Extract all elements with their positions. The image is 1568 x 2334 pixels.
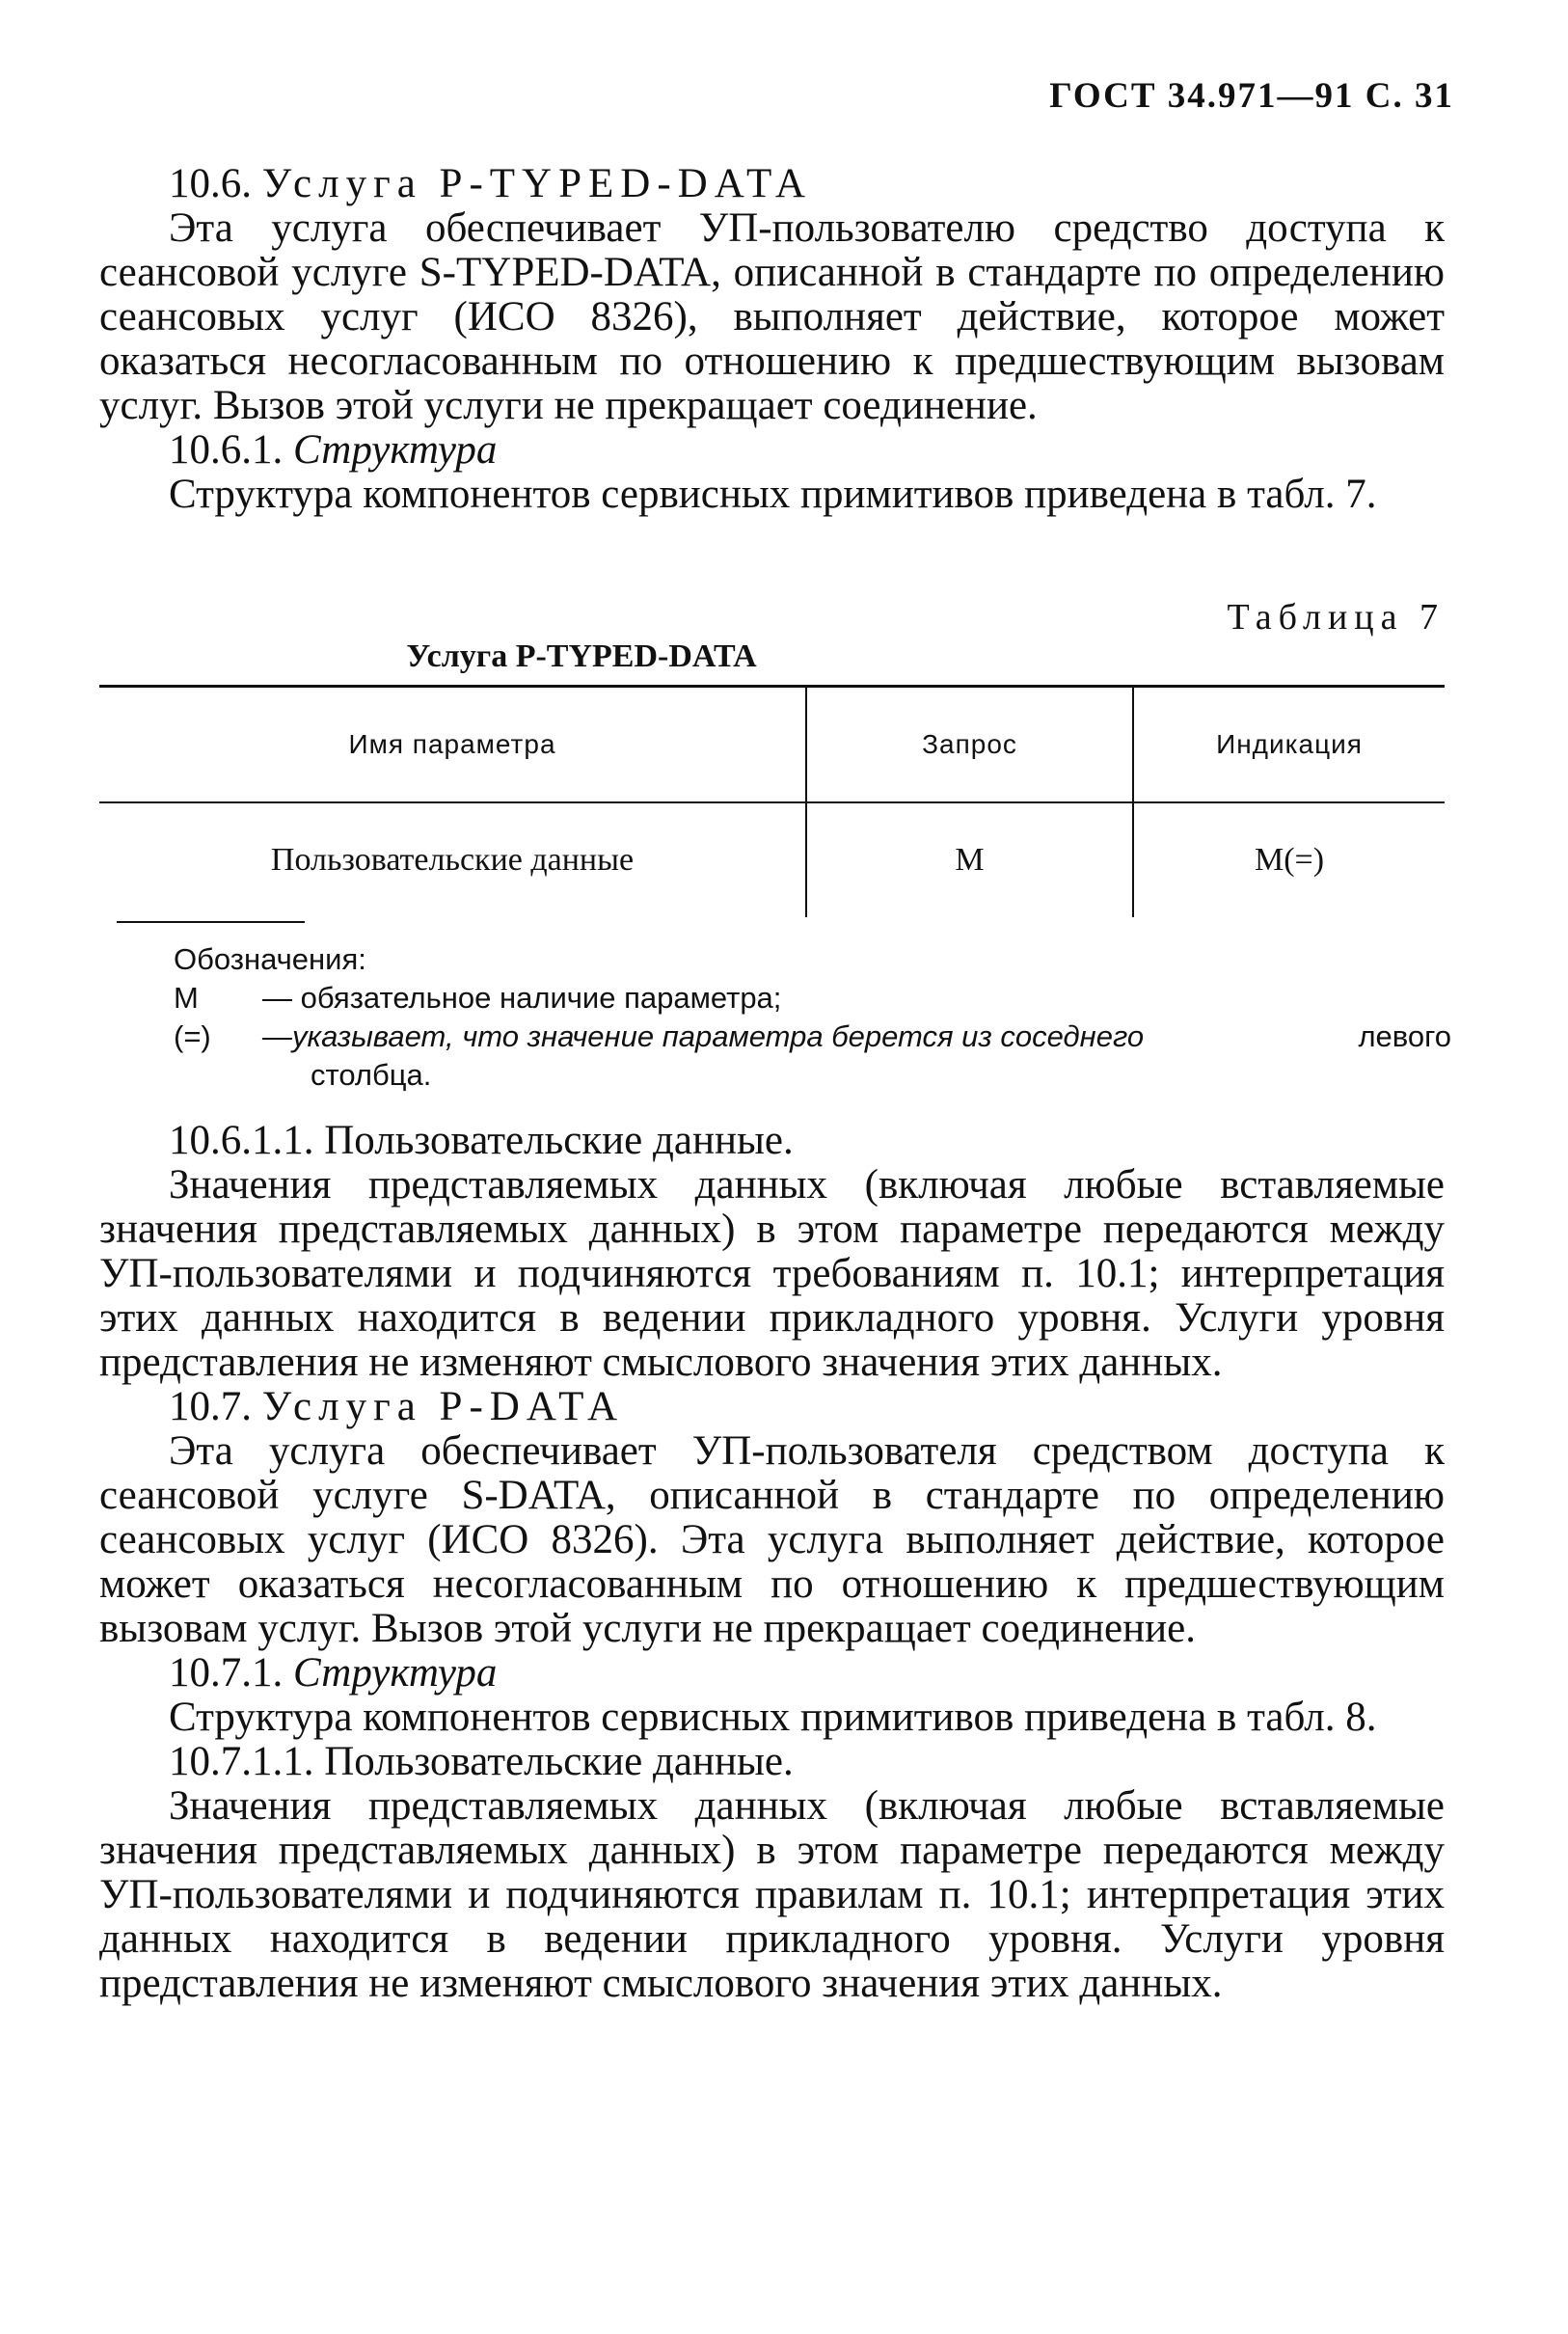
table-7 [99, 685, 1445, 917]
paragraph: Значения представляемых данных (включая любые вставляемые значения представляемых данных) в этом параметре передаются между УП-пользователями и подчиняются правилам п. 10.1; интерпретация этих данных находится в ведении прикладного уровня. Услуги уровня представления не изменяют смыслового значения этих данных. [99, 1783, 1445, 2006]
subsection-heading-10-6-1 [99, 428, 1445, 473]
note-text: —указывает, что значение параметра берется из соседнего [262, 1019, 1145, 1053]
subsection-heading-10-6-1-1: 10.6.1.1. Пользовательские данные. [169, 1118, 794, 1163]
subsection-title: Структура [293, 1650, 498, 1696]
paragraph: Структура компонентов сервисных примитивов приведена в табл. 7. [169, 472, 1377, 517]
column-header-indication: Индикация [1133, 687, 1445, 803]
table-header-row [99, 687, 1445, 803]
section-10-6 [99, 162, 1445, 517]
subsection-number: 10.7.1. [169, 1650, 284, 1696]
parameter-table [99, 685, 1445, 917]
table-notes [174, 940, 1451, 1095]
section-title: Услуга P-DATA [261, 1384, 624, 1429]
subsection-title: Структура [293, 427, 498, 473]
footnote-divider [117, 921, 305, 923]
section-heading-10-7 [99, 1385, 1445, 1429]
note-item [174, 979, 1451, 1018]
note-text: — обязательное наличие параметра; [262, 981, 782, 1015]
column-header-request: Запрос [806, 687, 1133, 803]
running-head: ГОСТ 34.971—91 С. 31 [1049, 76, 1454, 116]
note-item [174, 1018, 1451, 1056]
note-text-tail: левого [1358, 1019, 1451, 1053]
section-number: 10.6. [169, 161, 252, 206]
paragraph: Эта услуга обеспечивает УП-пользователю средство доступа к сеансовой услуге S-TYPED-DATA, описанной в стандарте по определению сеансовых услуг (ИСО 8326), выполняет действие, которое может оказаться несогласованным по отношению к предшествующим вызовам услуг. Вызов этой услуги не прекращает соединение. [99, 205, 1445, 428]
notes-heading: Обозначения: [174, 942, 366, 976]
subsection-heading-10-7-1 [99, 1651, 1445, 1696]
section-heading-10-6 [99, 162, 1445, 206]
column-header-parameter: Имя параметра [348, 729, 556, 759]
note-symbol: (=) [174, 1019, 211, 1053]
table-title: Услуга P-TYPED-DATA [406, 638, 757, 674]
table-cell: Пользовательские данные [270, 842, 635, 878]
table-caption: Таблица 7 [1227, 597, 1445, 638]
paragraph: Структура компонентов сервисных примитивов приведена в табл. 8. [169, 1695, 1377, 1740]
paragraph: Значения представляемых данных (включая любые вставляемые значения представляемых данных) в этом параметре передаются между УП-пользователями и подчиняются требованиям п. 10.1; интерпретация этих данных находится в ведении прикладного уровня. Услуги уровня представления не изменяют смыслового значения этих данных. [99, 1162, 1445, 1385]
subsection-number: 10.6.1. [169, 427, 284, 473]
section-10-6-1-1-and-10-7 [99, 1119, 1445, 2006]
table-cell: M(=) [1133, 802, 1445, 917]
paragraph: Эта услуга обеспечивает УП-пользователя средством доступа к сеансовой услуге S-DATA, описанной в стандарте по определению сеансовых услуг (ИСО 8326). Эта услуга выполняет действие, которое может оказаться несогласованным по отношению к предшествующим вызовам услуг. Вызов этой услуги не прекращает соединение. [99, 1428, 1445, 1651]
note-continuation: столбца. [311, 1058, 432, 1092]
table-cell: M [806, 802, 1133, 917]
table-row [99, 802, 1445, 917]
section-title: Услуга P-TYPED-DATA [261, 161, 812, 206]
subsection-heading-10-7-1-1: 10.7.1.1. Пользовательские данные. [169, 1739, 794, 1784]
section-number: 10.7. [169, 1384, 252, 1429]
note-symbol: M [174, 981, 199, 1015]
